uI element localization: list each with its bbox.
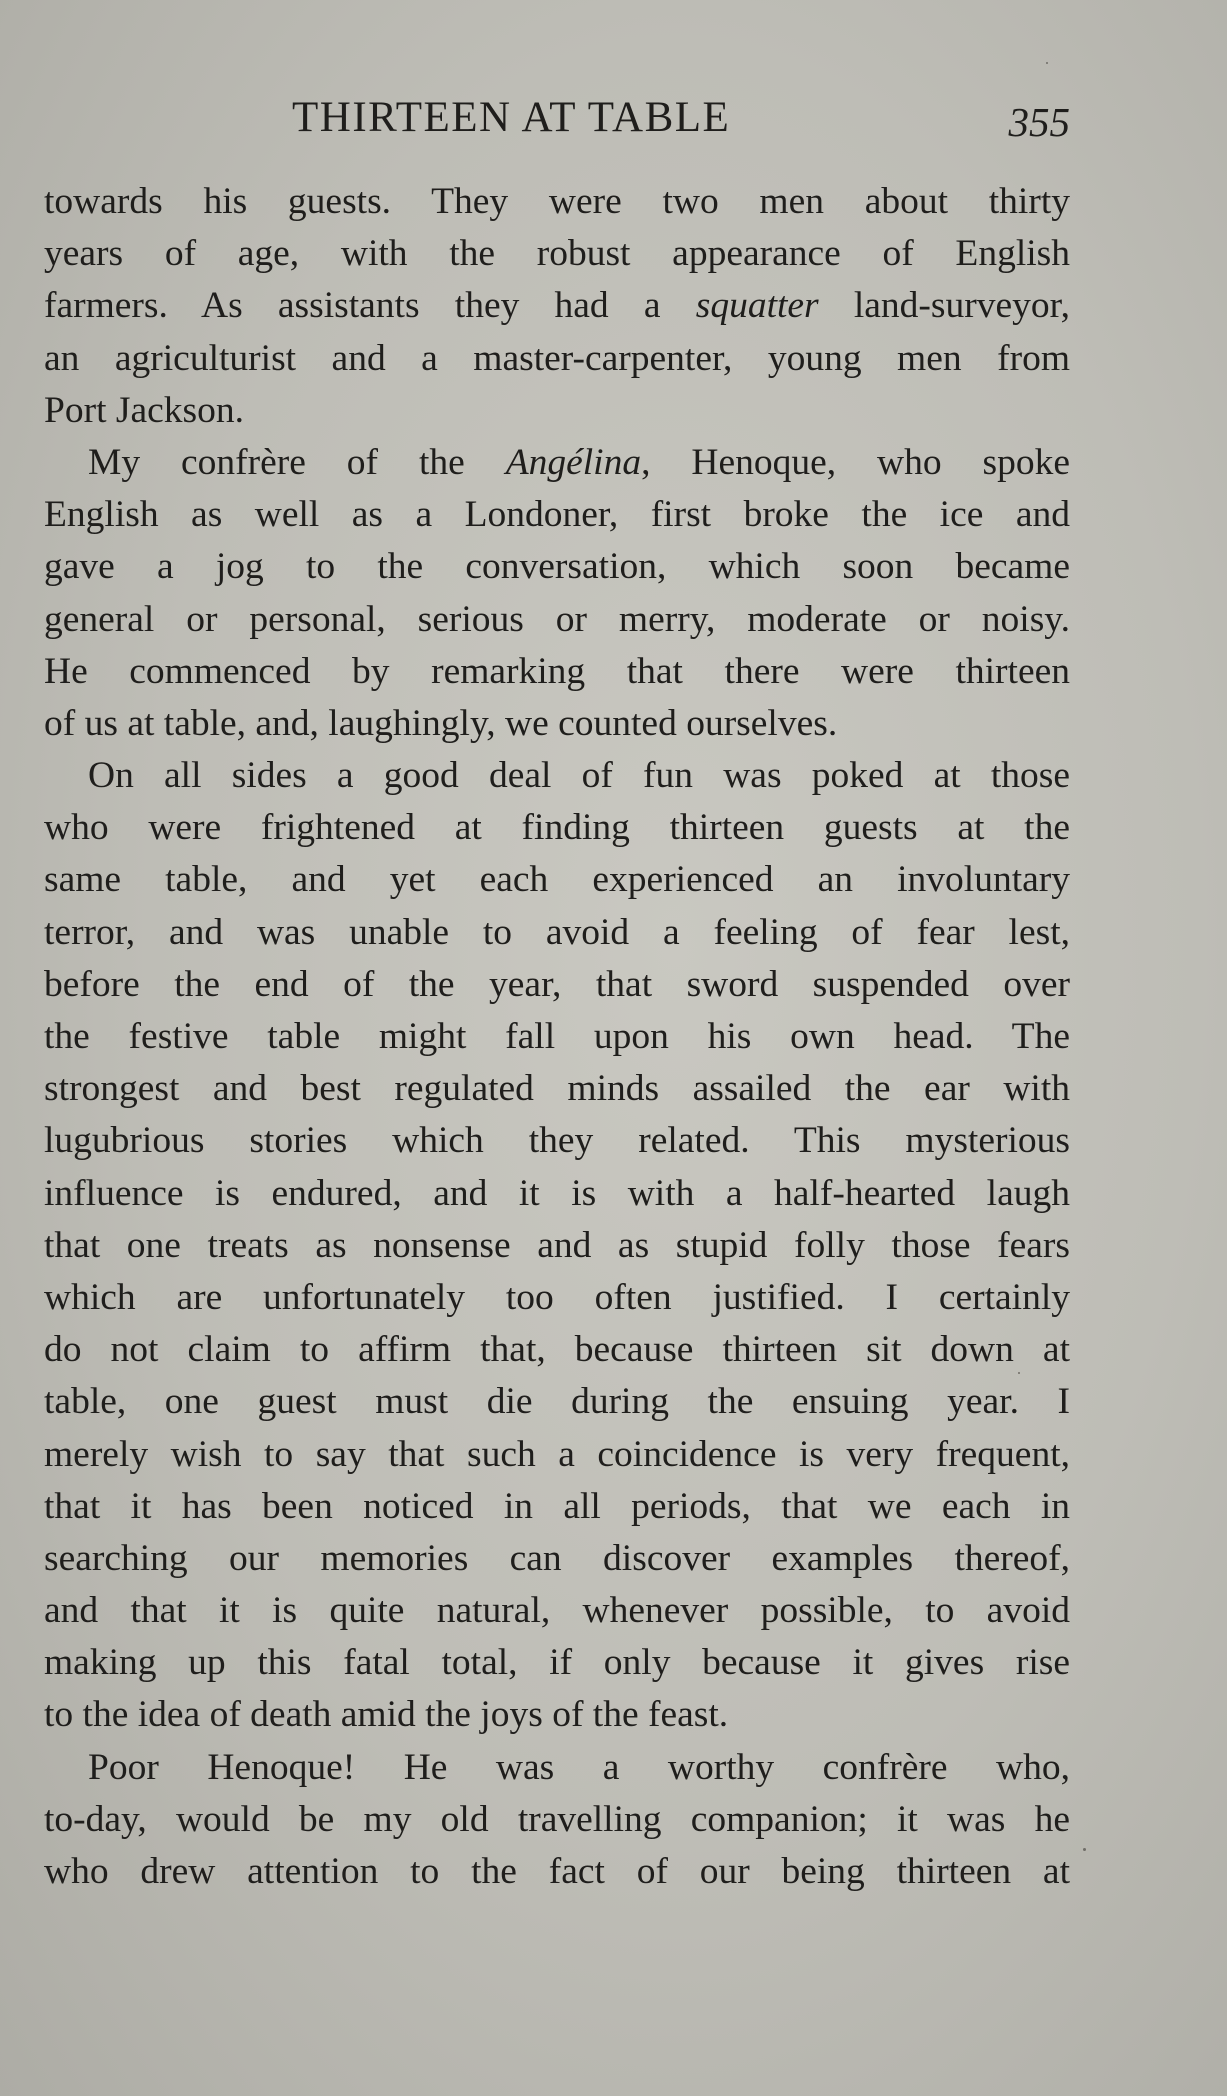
text-line: same table, and yet each experienced an involuntary xyxy=(44,859,1070,901)
italic-word: squatter xyxy=(695,285,819,327)
text-line: strongest and best regulated minds assailed the ear with xyxy=(44,1068,1070,1110)
text-line: which are unfortunately too often justified. I certainly xyxy=(44,1276,1070,1318)
italic-word: Angélina xyxy=(505,441,642,483)
body-text xyxy=(44,176,1070,1898)
text-line: years of age, with the robust appearance of English xyxy=(44,233,1070,275)
text-line: influence is endured, and it is with a half-hearted laugh xyxy=(44,1172,1070,1214)
paragraph-start-line: My confrère of the Angélina, Henoque, who spoke xyxy=(88,441,1070,483)
text-line: searching our memories can discover examples thereof, xyxy=(44,1537,1070,1579)
paper-speck xyxy=(1083,1848,1086,1851)
text-line: do not claim to affirm that, because thirteen sit down at xyxy=(44,1329,1070,1371)
text-line: towards his guests. They were two men about thirty xyxy=(44,181,1070,222)
text-line: that one treats as nonsense and as stupid folly those fears xyxy=(44,1224,1070,1266)
text-line: that it has been noticed in all periods, that we each in xyxy=(44,1485,1070,1527)
text-line: gave a jog to the conversation, which soon became xyxy=(44,546,1070,588)
text-line: who were frightened at finding thirteen guests at the xyxy=(44,807,1070,849)
text-line: Port Jackson. xyxy=(44,389,244,431)
text-line: before the end of the year, that sword suspended over xyxy=(44,963,1070,1005)
text-line: English as well as a Londoner, first broke the ice and xyxy=(44,494,1070,536)
text-line: lugubrious stories which they related. This mysterious xyxy=(44,1120,1070,1162)
text-line: general or personal, serious or merry, moderate or noisy. xyxy=(44,598,1070,640)
page-number: 355 xyxy=(1008,99,1070,145)
paragraph-start-line: Poor Henoque! He was a worthy confrère who, xyxy=(88,1746,1070,1788)
paper-speck xyxy=(1018,1372,1020,1374)
text-line: to-day, would be my old travelling companion; it was he xyxy=(44,1798,1070,1840)
paragraph-start-line: On all sides a good deal of fun was poked at those xyxy=(88,755,1070,797)
text-line: merely wish to say that such a coincidence is very frequent, xyxy=(44,1433,1070,1475)
text-line: an agriculturist and a master-carpenter, young men from xyxy=(44,337,1070,379)
text-line: who drew attention to the fact of our being thirteen at xyxy=(44,1851,1070,1892)
text-line: making up this fatal total, if only because it gives rise xyxy=(44,1642,1070,1684)
paper-speck xyxy=(1046,62,1048,64)
text-line: table, one guest must die during the ensuing year. I xyxy=(44,1381,1070,1423)
text-line: the festive table might fall upon his own head. The xyxy=(44,1016,1070,1057)
text-line: of us at table, and, laughingly, we counted ourselves. xyxy=(44,702,838,744)
running-title: THIRTEEN AT TABLE xyxy=(292,94,731,141)
text-line: farmers. As assistants they had a squatter land-surveyor, xyxy=(44,285,1070,327)
text-line: to the idea of death amid the joys of the feast. xyxy=(44,1694,729,1736)
running-head xyxy=(44,92,1070,152)
text-line: terror, and was unable to avoid a feeling of fear lest, xyxy=(44,911,1070,953)
text-line: and that it is quite natural, whenever possible, to avoid xyxy=(44,1590,1070,1632)
text-line: He commenced by remarking that there were thirteen xyxy=(44,650,1070,692)
